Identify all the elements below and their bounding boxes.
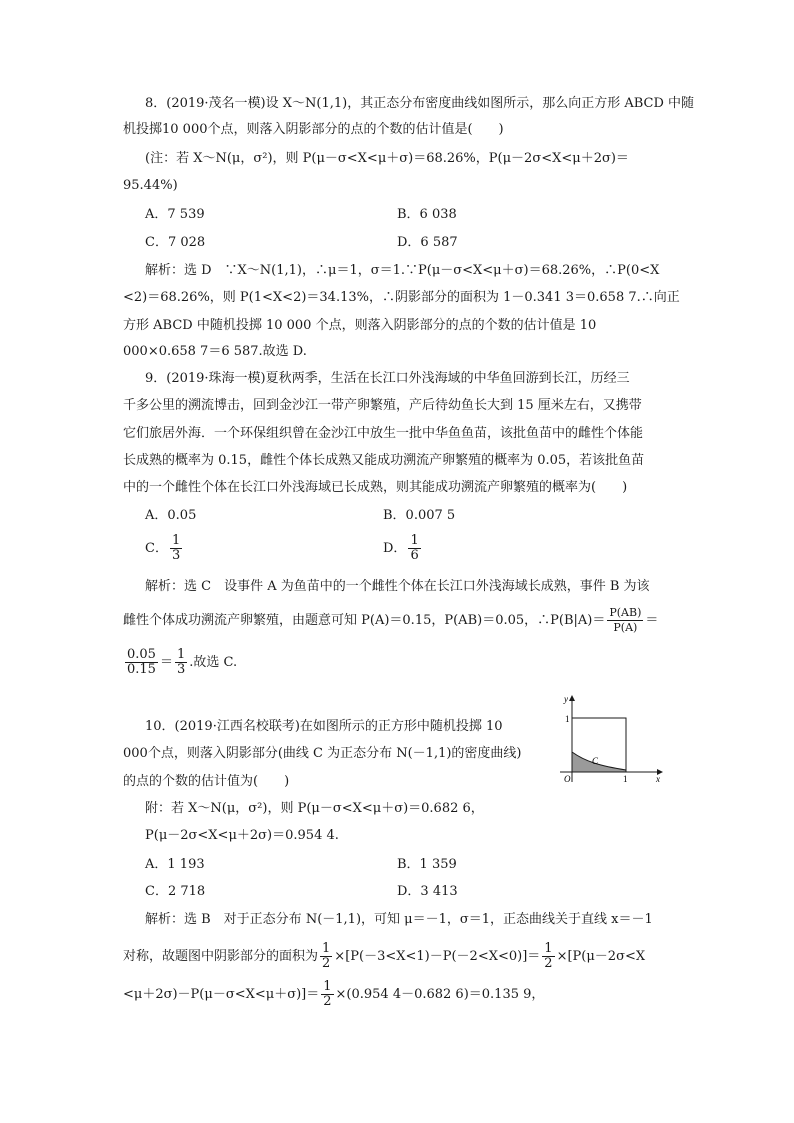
q8-solution-line3: 方形 ABCD 中随机投掷 10 000 个点，则落入阴影部分的点的个数的估计值是 10	[123, 318, 597, 333]
q10-solution-line3	[123, 980, 544, 1009]
q9-option-c-fraction	[170, 534, 182, 563]
q10-solution-line2	[123, 942, 645, 971]
q9-stem-line2: 千多公里的溯流博击，回到金沙江一带产卵繁殖，产后待幼鱼长大到 15 厘米左右，又携带	[123, 398, 642, 413]
q8-note-line1: (注：若 X～N(μ，σ²)，则 P(μ－σ<X<μ＋σ)＝68.26%，P(μ－2σ<X<μ＋2σ)＝	[145, 151, 629, 166]
q8-stem-line2: 机投掷10 000个点，则落入阴影部分的点的个数的估计值是( )	[123, 122, 504, 137]
q9-conditional-fraction	[607, 606, 643, 635]
fraction-numerator: 1	[410, 533, 419, 548]
q9-solution-line3	[123, 648, 237, 677]
fraction-denominator: 3	[171, 548, 181, 563]
fraction-denominator: P(A)	[613, 621, 638, 634]
q10-solution-line2-text: 对称，故题图中阴影部分的面积为	[123, 949, 319, 964]
fraction-denominator: 2	[323, 994, 332, 1009]
fraction-numerator: P(AB)	[609, 606, 642, 619]
q9-solution-line2-eq: ＝	[645, 613, 659, 628]
q9-stem-line4: 长成熟的概率为 0.15，雌性个体长成熟又能成功溯流产卵繁殖的概率为 0.05，若该批鱼苗	[123, 453, 645, 468]
fraction-numerator: 1	[171, 533, 181, 548]
q8-stem-line1: 8．(2019·茂名一模)设 X～N(1,1)，其正态分布密度曲线如图所示，那么向正方形 ABCD 中随	[145, 96, 695, 111]
x-tick-label: 1	[623, 774, 628, 784]
q8-option-c: C．7 028	[145, 235, 206, 250]
q8-solution-line2: <2)＝68.26%，则 P(1<X<2)＝34.13%，∴阴影部分的面积为 1－0.341 3＝0.658 7.∴向正	[123, 290, 680, 305]
q10-solution-line2-end: ×[P(μ－2σ<X	[556, 949, 646, 964]
q9-stem-line1: 9．(2019·珠海一模)夏秋两季，生活在长江口外浅海域的中华鱼回游到长江，历经三	[145, 371, 630, 386]
q10-option-a: A．1 193	[145, 857, 205, 872]
q10-option-c: C．2 718	[145, 884, 206, 899]
q9-option-c	[145, 534, 184, 563]
q10-solution-line3-text: <μ＋2σ)－P(μ－σ<X<μ＋σ)]＝	[123, 987, 320, 1002]
fraction-numerator: 1	[544, 941, 553, 956]
fraction-denominator: 3	[176, 662, 186, 677]
curve-label: C	[592, 756, 599, 766]
q8-option-b: B．6 038	[397, 207, 457, 222]
equals-sign: ＝	[159, 655, 173, 670]
q8-solution-line1: 解析：选 D ∵X～N(1,1)，∴μ＝1，σ＝1.∵P(μ－σ<X<μ＋σ)＝68.26%，∴P(0<X	[145, 263, 660, 278]
x-axis-label: x	[656, 774, 660, 784]
q10-note-line1: 附：若 X～N(μ，σ²)，则 P(μ－σ<X<μ＋σ)＝0.682 6，	[145, 801, 484, 816]
q9-stem-line5: 中的一个雌性个体在长江口外浅海域已长成熟，则其能成功溯流产卵繁殖的概率为( )	[123, 480, 628, 495]
half-fraction	[542, 942, 554, 971]
q9-solution-line2-text: 雌性个体成功溯流产卵繁殖，由题意可知 P(A)＝0.15，P(AB)＝0.05，∴P(B|A)＝	[123, 613, 606, 628]
q9-conclusion: .故选 C.	[189, 655, 238, 670]
q8-option-d: D．6 587	[397, 235, 458, 250]
fraction-numerator: 1	[323, 979, 332, 994]
fraction-denominator: 6	[410, 548, 419, 563]
fraction-numerator: 1	[322, 941, 331, 956]
q9-option-b: B．0.007 5	[383, 508, 456, 523]
half-fraction	[320, 942, 332, 971]
q9-option-d	[383, 534, 423, 563]
normal-curve-figure	[556, 692, 666, 784]
q10-stem-line1: 10．(2019·江西名校联考)在如图所示的正方形中随机投掷 10	[145, 719, 503, 734]
origin-label: O	[564, 774, 571, 784]
q9-option-d-label: D．	[383, 541, 407, 556]
fraction-numerator: 0.05	[127, 647, 156, 662]
q8-option-a: A．7 539	[145, 207, 205, 222]
q8-solution-line4: 000×0.658 7＝6 587.故选 D.	[123, 344, 307, 359]
q8-note-line2: 95.44%)	[123, 178, 178, 193]
fraction-denominator: 2	[322, 956, 331, 971]
fraction-denominator: 0.15	[127, 662, 156, 677]
q10-option-d: D．3 413	[397, 884, 458, 899]
q9-stem-line3: 它们旅居外海．一个环保组织曾在金沙江中放生一批中华鱼鱼苗，该批鱼苗中的雌性个体能	[123, 426, 644, 441]
q10-stem-line2: 000个点，则落入阴影部分(曲线 C 为正态分布 N(－1,1)的密度曲线)	[123, 746, 522, 761]
q9-solution-line1: 解析：选 C 设事件 A 为鱼苗中的一个雌性个体在长江口外浅海域长成熟，事件 B 为该	[145, 579, 650, 594]
fraction-denominator: 2	[544, 956, 553, 971]
q10-solution-line2-mid: ×[P(－3<X<1)－P(－2<X<0)]＝	[334, 949, 541, 964]
q9-ratio-fraction	[125, 648, 158, 677]
y-tick-label: 1	[565, 714, 570, 724]
y-axis-label: y	[564, 694, 568, 704]
q10-solution-line3-end: ×(0.954 4－0.682 6)＝0.135 9，	[335, 987, 545, 1002]
q9-option-d-fraction	[408, 534, 420, 563]
fraction-numerator: 1	[176, 647, 186, 662]
q10-note-line2: P(μ－2σ<X<μ＋2σ)＝0.954 4.	[145, 828, 339, 843]
q10-option-b: B．1 359	[397, 857, 457, 872]
q9-solution-line2	[123, 606, 658, 635]
half-fraction	[321, 980, 333, 1009]
q9-option-c-label: C．	[145, 541, 168, 556]
q9-result-fraction	[175, 648, 187, 677]
q10-solution-line1: 解析：选 B 对于正态分布 N(－1,1)，可知 μ＝－1，σ＝1，正态曲线关于直线 x＝－1	[145, 912, 653, 927]
q9-option-a: A．0.05	[145, 508, 197, 523]
q10-stem-line3: 的点的个数的估计值为( )	[123, 774, 290, 789]
